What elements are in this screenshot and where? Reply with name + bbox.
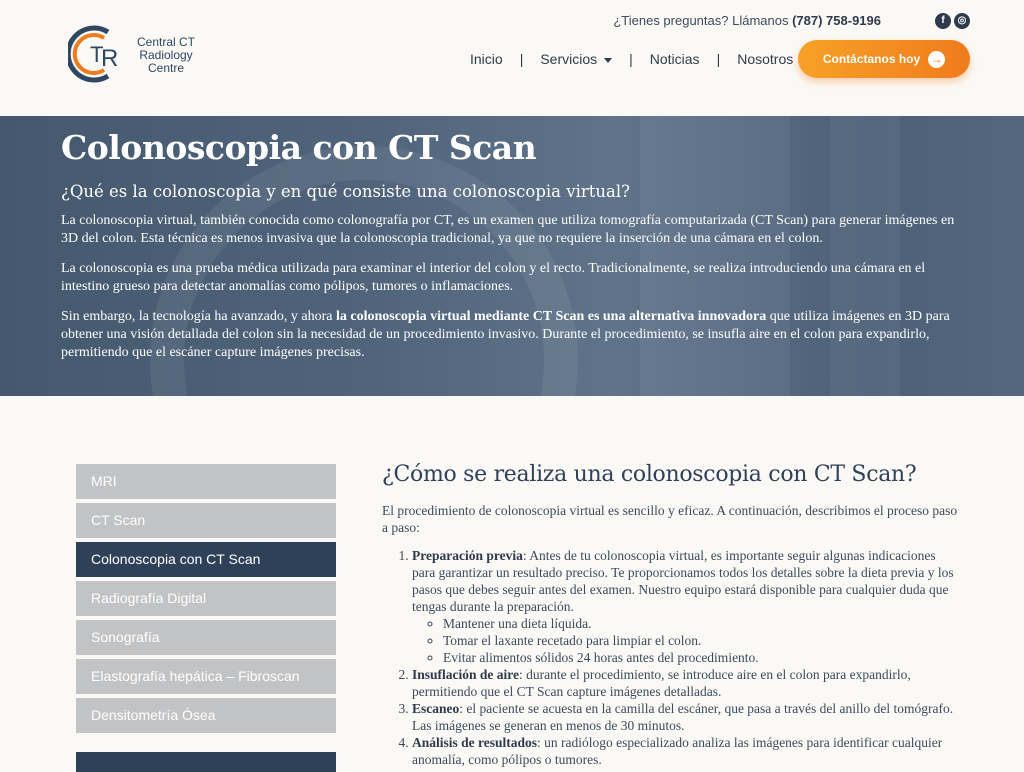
hero-p3-text: Sin embargo, la tecnología ha avanzado, y ahora [61,309,336,324]
phone-link[interactable]: (787) 758-9196 [792,13,881,28]
step-text: : Antes de tu colonoscopia virtual, es importante seguir algunas indicaciones para garantizar un resultado preciso. Te proporcionamos todos los detalles sobre la dieta previa y los pasos que debes seguir antes del examen. Nuestro equipo estará disponible para cualquier duda que tengas durante la preparación. [412,548,954,614]
logo-text [126,36,206,75]
logo[interactable] [68,22,198,88]
step-text: : durante el procedimiento, se introduce aire en el colon para expandirlo, permitiendo que el CT Scan capture imágenes detalladas. [412,667,911,699]
nav-separator: | [629,51,633,67]
sidebar-item-mri[interactable]: MRI [76,464,336,499]
list-item [412,734,962,768]
steps-list [382,547,962,768]
list-item: ◦ Tomar el laxante recetado para limpiar el colon. [443,632,962,649]
sidebar-item-elastografia[interactable]: Elastografía hepática – Fibroscan [76,659,336,694]
prep-bullets [412,615,962,666]
main-content [382,462,962,768]
page-title: Colonoscopia con CT Scan [61,128,537,167]
svg-text:R: R [101,45,119,72]
step-title: Insuflación de aire [412,667,520,682]
list-item [412,547,962,666]
hero-paragraph-2: La colonoscopia es una prueba médica utilizada para examinar el interior del colon y el recto. Tradicionalmente, se realiza introduciendo una cámara en el intestino grueso para detectar anomalías como pólipos, tumores o inflamaciones. [61,261,926,294]
sidebar-item-radiografia[interactable]: Radiografía Digital [76,581,336,616]
list-item: ◦ Mantener una dieta líquida. [443,615,962,632]
sidebar-widget [76,752,336,772]
contact-topbar [613,13,881,28]
nav-servicios[interactable] [540,51,612,67]
step-title: Preparación previa [412,548,523,563]
logo-line-2: Radiology [139,48,193,62]
cta-label: Contáctanos hoy [822,52,921,66]
nav-separator: | [519,51,524,67]
hero-p3-bold: la colonoscopia virtual mediante CT Scan es una alternativa innovadora [335,309,767,324]
instagram-icon[interactable]: ◎ [954,13,970,29]
contact-question: ¿Tienes preguntas? Llámanos [613,13,789,28]
hero-p3-text: que utiliza imágenes en 3D para obtener una visión detallada del colon sin la necesidad de un procedimiento invasivo. Durante el procedimiento, se insufla aire en el colon para expandirlo, permitiendo que el escáner capture imágenes precisas. [61,309,950,360]
step-title: Análisis de resultados [412,735,538,750]
step-text: : el paciente se acuesta en la camilla del escáner, que pasa a través del anillo del tomógrafo. Las imágenes se generan en menos de 30 minutos. [412,701,954,733]
list-item [412,700,962,734]
svg-text:T: T [90,42,104,67]
facebook-icon[interactable]: f [935,13,951,29]
section-heading: ¿Cómo se realiza una colonoscopia con CT Scan? [382,462,917,487]
contact-cta-button[interactable] [798,40,970,78]
nav-noticias[interactable]: Noticias [649,51,700,67]
logo-line-1: Central CT [136,35,195,49]
sidebar-item-colonoscopia[interactable]: Colonoscopia con CT Scan [76,542,336,577]
main-nav [470,49,793,69]
list-item: ◦ Evitar alimentos sólidos 24 horas antes del procedimiento. [443,649,962,666]
hero-paragraph-1: La colonoscopia virtual, también conocida como colonografía por CT, es un examen que utiliza tomografía computarizada (CT Scan) para generar imágenes en 3D del colon. Esta técnica es menos invasiva que la colonoscopia tradicional, ya que no requiere la inserción de una cámara en el colon. [61,213,955,246]
list-item [412,666,962,700]
chevron-down-icon [604,58,612,63]
step-title: Escaneo [412,701,460,716]
hero-subtitle: ¿Qué es la colonoscopia y en qué consiste una colonoscopia virtual? [61,182,630,201]
step-text: : un radiólogo especializado analiza las imágenes para identificar cualquier anomalía, como pólipos o tumores. [412,735,943,767]
nav-nosotros[interactable]: Nosotros [737,51,794,67]
arrow-right-icon: → [928,51,945,68]
sidebar-item-ct-scan[interactable]: CT Scan [76,503,336,538]
services-sidebar [76,464,336,737]
hero-paragraph-3 [61,308,971,362]
sidebar-item-sonografia[interactable]: Sonografía [76,620,336,655]
section-intro: El procedimiento de colonoscopia virtual es sencillo y eficaz. A continuación, describimos el proceso paso a paso: [382,503,958,535]
logo-line-3: Centre [147,61,185,75]
site-header [0,0,1024,116]
nav-inicio[interactable]: Inicio [470,51,503,67]
nav-separator: | [716,51,721,67]
sidebar-item-densitometria[interactable]: Densitometría Ósea [76,698,336,733]
nav-servicios-label: Servicios [540,51,598,67]
logo-mark-icon [68,22,128,86]
